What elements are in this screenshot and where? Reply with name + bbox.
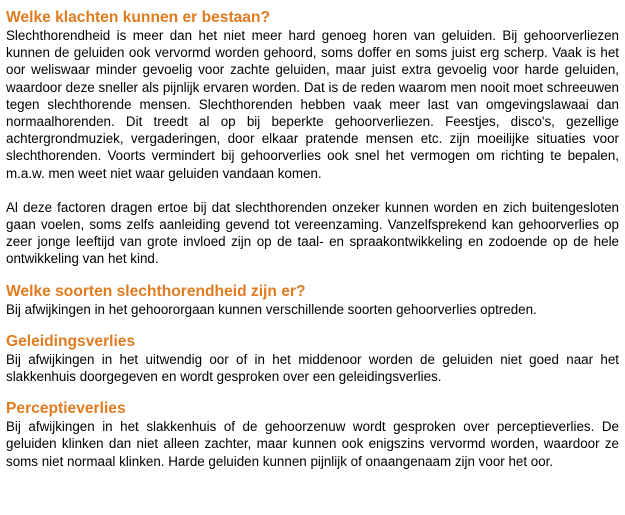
paragraph-perceptive: Bij afwijkingen in het slakkenhuis of de gehoorzenuw wordt gesproken over perceptieverlies. De geluiden klinken dan niet alleen zachter, maar kunnen ook enigszins vervormd worden, waardoor ze soms niet normaal klinken. Harde geluiden kunnen pijnlijk of onaangenaam zijn voor het oor. [6,419,619,469]
paragraph-types: Bij afwijkingen in het gehoororgaan kunnen verschillende soorten gehoorverlies optreden. [6,301,537,317]
paragraph-complaints-1: Slechthorendheid is meer dan het niet meer hard genoeg horen van geluiden. Bij gehoorverliezen kunnen de geluiden ook vervormd worden gehoord, soms doffer en soms juist erg scherp. Vaak is het oor weliswaar minder gevoelig voor zachte geluiden, maar juist extra gevoelig voor harde geluiden, waardoor deze sneller als pijnlijk ervaren worden. Dat is de reden waarom men nooit moet schreeuwen tegen slechthorende mensen. Slechthorenden hebben vaak meer last van omgevingslawaai dan normaalhorenden. Dit treedt al op bij beperkte gehoorverliezen. Feestjes, disco's, gezellige achtergrondmuziek, vergaderingen, door elkaar pratende mensen etc. zijn moeilijke situaties voor slechthorenden. Voorts vermindert bij gehoorverlies ook snel het vermogen om richting te bepalen, m.a.w. men weet niet waar geluiden vandaan komen. [6,28,619,181]
section-perceptive [6,400,619,470]
paragraph-spacer [6,182,619,199]
section-spacer [6,268,619,283]
section-spacer [6,385,619,400]
section-conductive [6,333,619,385]
paragraph-conductive: Bij afwijkingen in het uitwendig oor of in het middenoor worden de geluiden niet goed naar het slakkenhuis doorgegeven en wordt gesproken over een geleidingsverlies. [6,351,619,385]
section-spacer [6,318,619,333]
section-complaints [6,9,619,268]
paragraph-complaints-2: Al deze factoren dragen ertoe bij dat slechthorenden onzeker kunnen worden en zich buitengesloten gaan voelen, soms zelfs aanleiding gevend tot vereenzaming. Vanzelfsprekend kan gehoorverlies op zeer jonge leeftijd van grote invloed zijn op de taal- en spraakontwikkeling en zodoende op de hele ontwikkeling van het kind. [6,199,619,267]
section-types [6,283,619,318]
heading-complaints: Welke klachten kunnen er bestaan? [6,9,271,26]
heading-perceptive: Perceptieverlies [6,400,126,418]
heading-conductive: Geleidingsverlies [6,332,136,350]
heading-types: Welke soorten slechthorendheid zijn er? [6,282,306,300]
